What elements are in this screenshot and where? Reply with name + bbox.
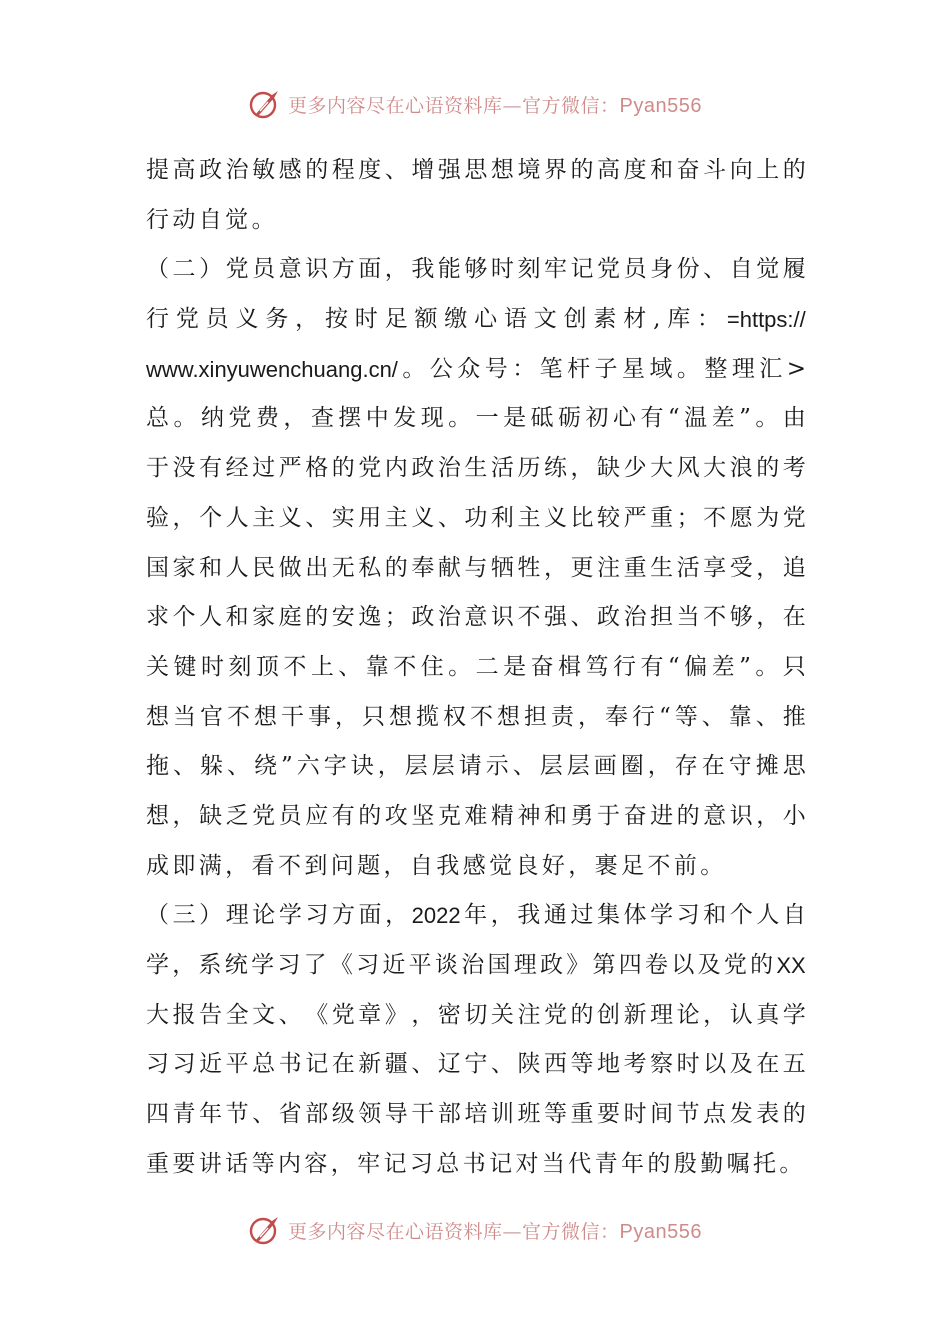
body-text-line: 关 键 时 刻 顶 不 上 、 靠 不 住 。 二 是 奋 楫 笃 行 有 “ 偏 差 ” 。 只 [146,653,806,680]
body-text-line: 学 ， 系 统 学 习 了 《 习 近 平 谈 治 国 理 政 》 第 四 卷 以 及 党 的 XX [146,952,806,978]
body-text-line: 提 高 政 治 敏 感 的 程 度 、 增 强 思 想 境 界 的 高 度 和 奋 斗 向 上 的 [146,157,806,183]
body-text-line: 重 要 讲 话 等 内 容 ， 牢 记 习 总 书 记 对 当 代 青 年 的 殷 勤 嘱 托 。 [146,1150,803,1177]
quill-logo-icon [248,1213,282,1247]
footer-banner-text: 更多内容尽在心语资料库—官方微信：Pyan556 [288,1220,702,1243]
footer-watermark-banner [0,1208,950,1252]
header-banner-text: 更多内容尽在心语资料库—官方微信：Pyan556 [288,94,702,117]
body-text-line: 想 ， 缺 乏 党 员 应 有 的 攻 坚 克 难 精 神 和 勇 于 奋 进 的 意 识 ， 小 [146,802,806,829]
body-text-line: 行 党 员 义 务 ， 按 时 足 额 缴 心 语 文 创 素 材 , 库 ： =https:// [146,306,806,333]
body-text-line: （ 三 ） 理 论 学 习 方 面 ， 2022 年 ， 我 通 过 集 体 学 习 和 个 人 自 [146,902,806,929]
body-text-line: www.xinyuwenchuang.cn/ 。 公 众 号 ： 笔 杆 子 星 域 。 整 理 汇 > [146,355,806,382]
body-text-line: 大 报 告 全 文 、 《 党 章 》 ， 密 切 关 注 党 的 创 新 理 论 ， 认 真 学 [146,1001,806,1028]
body-text-line: （ 二 ） 党 员 意 识 方 面 ， 我 能 够 时 刻 牢 记 党 员 身 份 、 自 觉 履 [146,256,806,283]
body-text-line: 四 青 年 节 、 省 部 级 领 导 干 部 培 训 班 等 重 要 时 间 节 点 发 表 的 [146,1101,806,1128]
body-text-line: 验 ， 个 人 主 义 、 实 用 主 义 、 功 利 主 义 比 较 严 重 ； 不 愿 为 党 [146,504,806,531]
body-text-line: 求 个 人 和 家 庭 的 安 逸 ； 政 治 意 识 不 强 、 政 治 担 当 不 够 ， 在 [146,604,806,631]
body-text-line: 行 动 自 觉 。 [146,206,275,233]
body-text-line: 想 当 官 不 想 干 事 ， 只 想 揽 权 不 想 担 责 ， 奉 行 “ 等 、 靠 、 推 [146,703,806,730]
body-text-line: 国 家 和 人 民 做 出 无 私 的 奉 献 与 牺 牲 ， 更 注 重 生 活 享 受 ， 追 [146,554,806,581]
body-text-line: 总 。 纳 党 费 ， 查 摆 中 发 现 。 一 是 砥 砺 初 心 有 “ 温 差 ” 。 由 [146,405,806,432]
body-text-line: 拖 、 躲 、 绕 ” 六 字 诀 ， 层 层 请 示 、 层 层 画 圈 ， 存 在 守 摊 思 [146,753,806,780]
quill-logo-icon [248,87,282,121]
body-text-line: 成 即 满 ， 看 不 到 问 题 ， 自 我 感 觉 良 好 ， 裹 足 不 前 。 [146,852,724,879]
body-text-line: 于 没 有 经 过 严 格 的 党 内 政 治 生 活 历 练 ， 缺 少 大 风 大 浪 的 考 [146,455,806,482]
header-watermark-banner [0,82,950,126]
body-text-line: 习 习 近 平 总 书 记 在 新 疆 、 辽 宁 、 陕 西 等 地 考 察 时 以 及 在 五 [146,1051,806,1078]
document-body [146,146,806,1189]
